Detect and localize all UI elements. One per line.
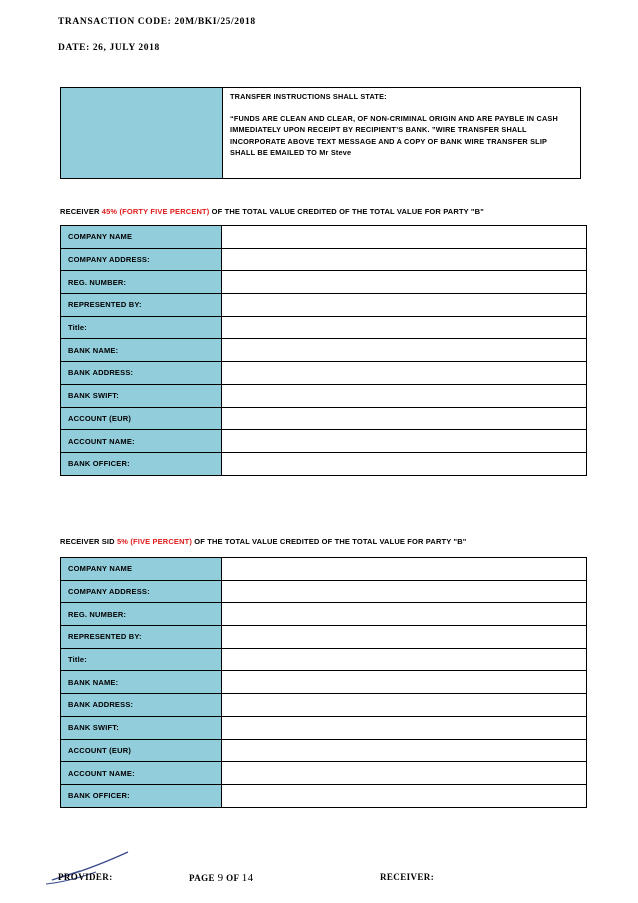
form-row (61, 694, 587, 717)
receiver-2-heading (60, 537, 467, 546)
form-row (61, 294, 587, 317)
form-row (61, 248, 587, 271)
field-value[interactable] (222, 271, 587, 294)
form-row (61, 362, 587, 385)
field-label: BANK NAME: (61, 671, 222, 694)
footer-provider: PROVIDER: (58, 872, 113, 882)
form-row (61, 452, 587, 475)
field-value[interactable] (222, 648, 587, 671)
form-row (61, 739, 587, 762)
form-row (61, 671, 587, 694)
document-date: DATE: 26, JULY 2018 (58, 43, 160, 53)
field-label: COMPANY ADDRESS: (61, 248, 222, 271)
field-value[interactable] (222, 603, 587, 626)
field-label: BANK NAME: (61, 339, 222, 362)
field-value[interactable] (222, 339, 587, 362)
field-value[interactable] (222, 671, 587, 694)
field-value[interactable] (222, 558, 587, 581)
field-value[interactable] (222, 580, 587, 603)
field-value[interactable] (222, 716, 587, 739)
field-value[interactable] (222, 248, 587, 271)
receiver-2-table (60, 557, 587, 808)
form-row (61, 271, 587, 294)
field-value[interactable] (222, 362, 587, 385)
footer-page-number (189, 872, 254, 884)
field-value[interactable] (222, 384, 587, 407)
field-label: REG. NUMBER: (61, 603, 222, 626)
field-label: REPRESENTED BY: (61, 626, 222, 649)
receiver-2-suffix: OF THE TOTAL VALUE CREDITED OF THE TOTAL VALUE FOR PARTY "B" (192, 537, 467, 546)
field-value[interactable] (222, 430, 587, 453)
receiver-2-prefix: RECEIVER SID (60, 537, 117, 546)
form-row (61, 580, 587, 603)
field-value[interactable] (222, 294, 587, 317)
page-total: 14 (241, 872, 254, 884)
receiver-1-share: 45% (FORTY FIVE PERCENT) (101, 207, 210, 216)
form-row (61, 316, 587, 339)
form-row (61, 784, 587, 807)
page-of: OF (223, 873, 242, 883)
page-current: 9 (217, 872, 224, 884)
field-label: BANK ADDRESS: (61, 694, 222, 717)
field-value[interactable] (222, 226, 587, 249)
instructions-text-cell (223, 88, 580, 178)
field-value[interactable] (222, 762, 587, 785)
field-value[interactable] (222, 784, 587, 807)
instructions-shaded-cell (61, 88, 223, 178)
field-value[interactable] (222, 316, 587, 339)
field-label: ACCOUNT NAME: (61, 430, 222, 453)
transfer-instructions-box (60, 87, 581, 179)
receiver-1-table (60, 225, 587, 476)
instructions-body: “FUNDS ARE CLEAN AND CLEAR, OF NON-CRIMINAL ORIGIN AND ARE PAYBLE IN CASH IMMEDIATELY UPON RECEIPT BY RECIPIENT’S BANK. ”WIRE TRANSFER SHALL INCORPORATE ABOVE TEXT MESSAGE AND A COPY OF BANK WIRE TRANSFER SLIP SHALL BE EMAILED TO Mr Steve (230, 113, 558, 157)
field-label: COMPANY ADDRESS: (61, 580, 222, 603)
field-label: Title: (61, 316, 222, 339)
form-row (61, 339, 587, 362)
form-row (61, 430, 587, 453)
field-label: BANK OFFICER: (61, 784, 222, 807)
field-label: REG. NUMBER: (61, 271, 222, 294)
signature-mark (36, 848, 136, 888)
field-label: ACCOUNT (EUR) (61, 739, 222, 762)
form-row (61, 558, 587, 581)
field-label: ACCOUNT (EUR) (61, 407, 222, 430)
transaction-code: TRANSACTION CODE: 20M/BKI/25/2018 (58, 17, 256, 27)
field-label: BANK ADDRESS: (61, 362, 222, 385)
form-row (61, 407, 587, 430)
field-label: REPRESENTED BY: (61, 294, 222, 317)
field-label: BANK SWIFT: (61, 384, 222, 407)
form-row (61, 648, 587, 671)
field-value[interactable] (222, 407, 587, 430)
form-row (61, 384, 587, 407)
form-row (61, 716, 587, 739)
form-row (61, 626, 587, 649)
field-label: COMPANY NAME (61, 558, 222, 581)
receiver-2-share: 5% (FIVE PERCENT) (116, 537, 193, 546)
field-label: Title: (61, 648, 222, 671)
receiver-1-suffix: OF THE TOTAL VALUE CREDITED OF THE TOTAL VALUE FOR PARTY "B" (209, 207, 484, 216)
field-label: ACCOUNT NAME: (61, 762, 222, 785)
field-value[interactable] (222, 626, 587, 649)
field-label: COMPANY NAME (61, 226, 222, 249)
receiver-1-heading (60, 207, 484, 216)
receiver-1-prefix: RECEIVER (60, 207, 102, 216)
field-label: BANK SWIFT: (61, 716, 222, 739)
footer-receiver: RECEIVER: (380, 872, 435, 882)
field-label: BANK OFFICER: (61, 452, 222, 475)
field-value[interactable] (222, 739, 587, 762)
form-row (61, 226, 587, 249)
instructions-title: TRANSFER INSTRUCTIONS SHALL STATE: (230, 92, 387, 101)
field-value[interactable] (222, 694, 587, 717)
page-prefix: PAGE (189, 873, 218, 883)
field-value[interactable] (222, 452, 587, 475)
form-row (61, 762, 587, 785)
form-row (61, 603, 587, 626)
